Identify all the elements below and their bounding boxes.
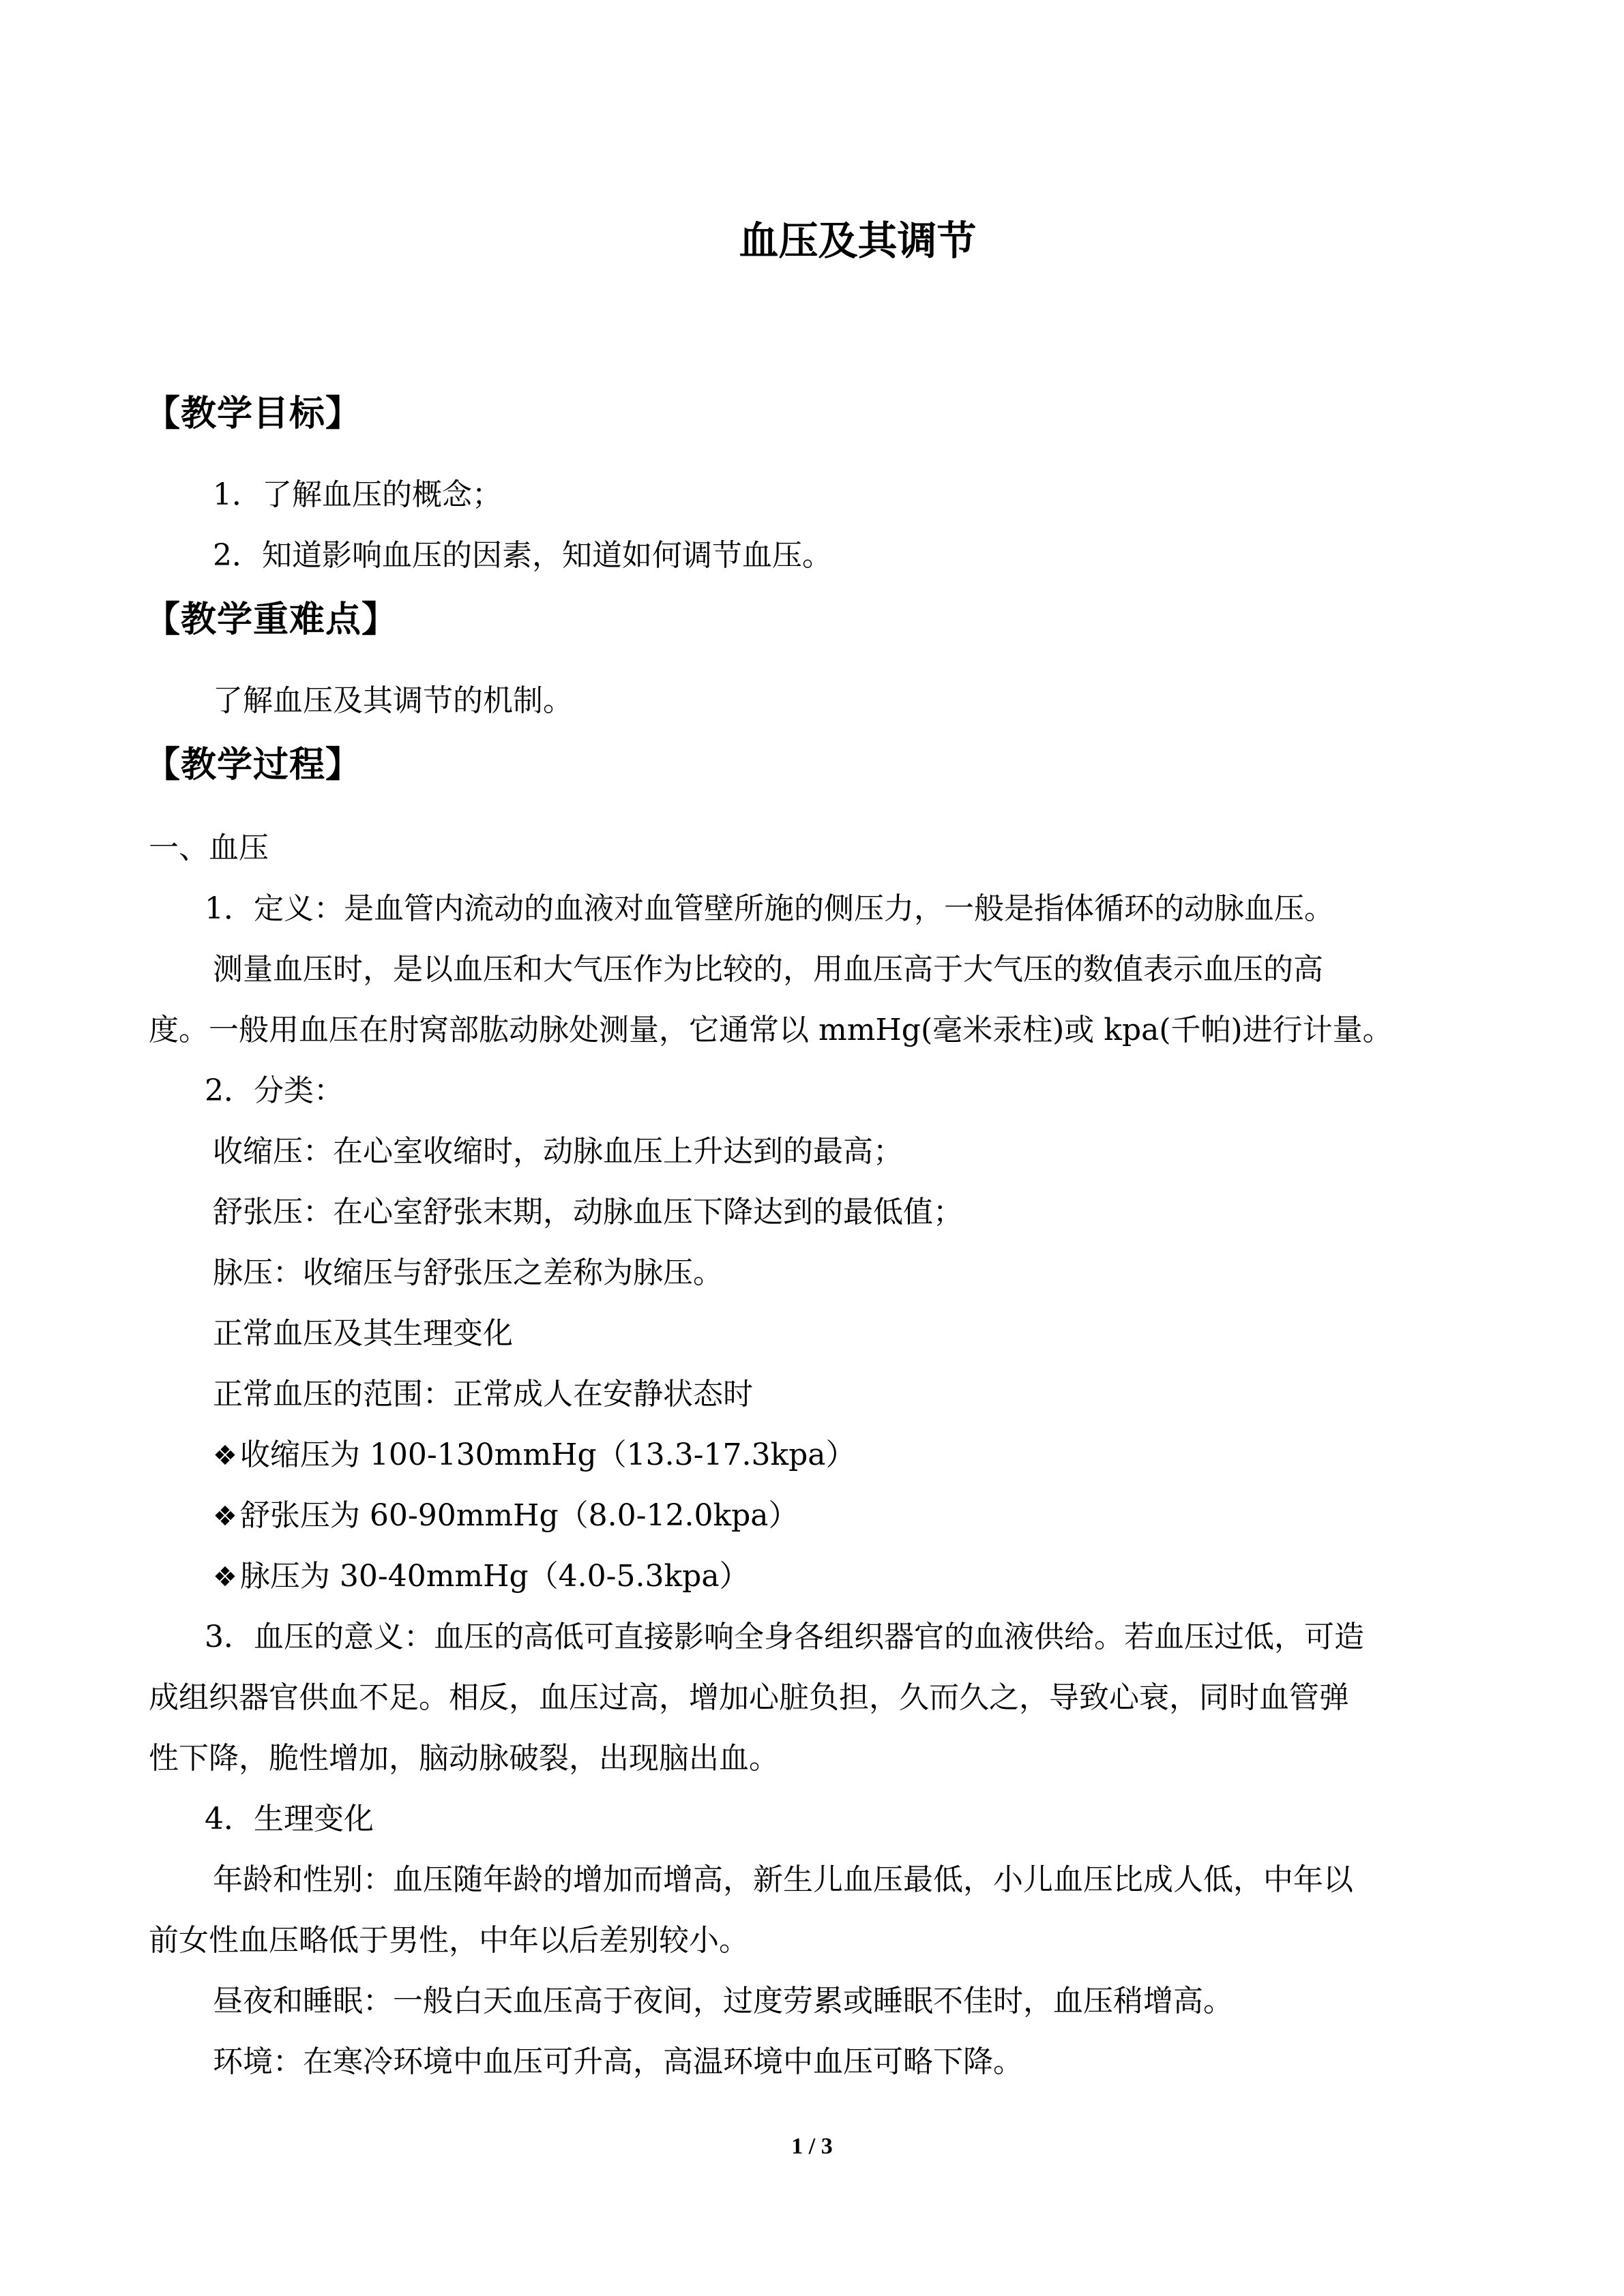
- page-number: 1 / 3: [791, 2134, 833, 2159]
- bullet-text: 收缩压为 100-130mmHg（13.3-17.3kpa）: [239, 1437, 856, 1472]
- bullet-text: 舒张压为 60-90mmHg（8.0-12.0kpa）: [239, 1498, 799, 1533]
- section-heading-blood-pressure: 一、血压: [149, 831, 269, 865]
- diamond-bullet-icon: ❖: [213, 1440, 237, 1472]
- environment-effect: 环境：在寒冷环境中血压可升高，高温环境中血压可略下降。: [213, 2044, 1023, 2079]
- physiological-changes-heading: 4．生理变化: [205, 1802, 374, 1836]
- definition-paragraph: 1．定义：是血管内流动的血液对血管壁所施的侧压力，一般是指体循环的动脉血压。: [205, 891, 1334, 926]
- classification-heading: 2．分类：: [205, 1073, 344, 1108]
- key-points-text: 了解血压及其调节的机制。: [213, 683, 573, 718]
- age-gender-line-2: 前女性血压略低于男性，中年以后差别较小。: [149, 1923, 749, 1958]
- bullet-item-diastolic: [213, 1497, 799, 1536]
- age-gender-line-1: 年龄和性别：血压随年龄的增加而增高，新生儿血压最低，小儿血压比成人低，中年以: [213, 1862, 1353, 1897]
- diastolic-definition: 舒张压：在心室舒张末期，动脉血压下降达到的最低值；: [213, 1195, 963, 1229]
- significance-line-3: 性下降，脆性增加，脑动脉破裂，出现脑出血。: [149, 1741, 779, 1776]
- significance-line-1: 3．血压的意义：血压的高低可直接影响全身各组织器官的血液供给。若血压过低，可造: [205, 1620, 1364, 1654]
- bullet-item-pulse: [213, 1557, 750, 1596]
- measurement-line-2: 度。一般用血压在肘窝部肱动脉处测量，它通常以 mmHg(毫米汞柱)或 kpa(千帕)进行计量。: [149, 1013, 1393, 1047]
- systolic-definition: 收缩压：在心室收缩时，动脉血压上升达到的最高；: [213, 1134, 903, 1169]
- bullet-text: 脉压为 30-40mmHg（4.0-5.3kpa）: [239, 1559, 750, 1594]
- page-title: 血压及其调节: [739, 218, 977, 264]
- day-night-sleep: 昼夜和睡眠：一般白天血压高于夜间，过度劳累或睡眠不佳时，血压稍增高。: [213, 1984, 1233, 2018]
- bullet-item-systolic: [213, 1436, 856, 1475]
- heading-teaching-process: 【教学过程】: [145, 745, 362, 786]
- measurement-line-1: 测量血压时，是以血压和大气压作为比较的，用血压高于大气压的数值表示血压的高: [213, 952, 1323, 987]
- heading-teaching-goals: 【教学目标】: [145, 393, 362, 434]
- pulse-pressure-definition: 脉压：收缩压与舒张压之差称为脉压。: [213, 1255, 723, 1290]
- diamond-bullet-icon: ❖: [213, 1562, 237, 1593]
- normal-bp-range: 正常血压的范围：正常成人在安静状态时: [213, 1377, 753, 1412]
- heading-key-points: 【教学重难点】: [145, 599, 398, 640]
- normal-bp-heading: 正常血压及其生理变化: [213, 1316, 513, 1351]
- significance-line-2: 成组织器官供血不足。相反，血压过高，增加心脏负担，久而久之，导致心衰，同时血管弹: [149, 1680, 1349, 1715]
- goal-item-2: 2．知道影响血压的因素，知道如何调节血压。: [213, 538, 832, 573]
- diamond-bullet-icon: ❖: [213, 1501, 237, 1532]
- goal-item-1: 1．了解血压的概念；: [213, 477, 502, 512]
